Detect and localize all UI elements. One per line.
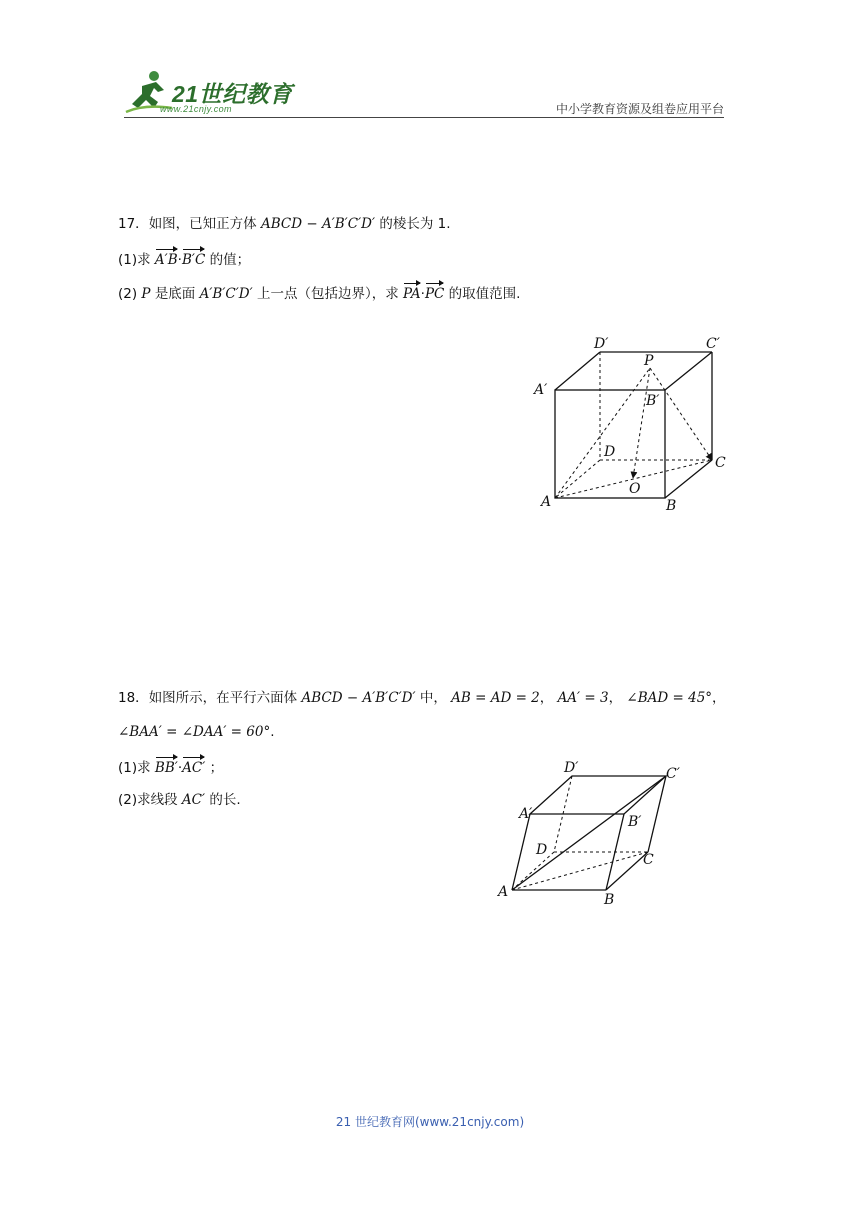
q17-p2-vector-b: PC [425, 282, 444, 304]
label-c: C [643, 852, 654, 868]
label-o: O [629, 481, 641, 497]
parallelepiped-figure [490, 758, 700, 908]
label-b: B [604, 892, 615, 908]
label-c: C [715, 455, 726, 471]
q18-cond-angle-bad: ∠BAD = 45° [626, 690, 713, 706]
q18-intro-text: 如图所示，在平行六面体 [148, 690, 298, 706]
q18-intro-mid: 中， [419, 690, 447, 706]
q17-p2-point: P [141, 286, 151, 302]
edge-a1-d1 [555, 352, 600, 390]
q18-sep3: ， [712, 690, 726, 706]
q18-cond-aa1: AA′ = 3 [557, 690, 609, 706]
q17-p2-label: (2) [118, 286, 138, 302]
q17-p1-label: (1)求 [118, 252, 151, 268]
q17-cube-name: ABCD − A′B′C′D′ [260, 216, 376, 232]
q18-p1-end: ； [209, 760, 224, 776]
q17-intro-end: 的棱长为 1. [379, 216, 451, 232]
q17-p2-end: 的取值范围. [448, 286, 521, 302]
q18-number: 18． [118, 690, 149, 706]
site-logo [124, 68, 294, 116]
q18-part1 [118, 756, 223, 778]
q18-p1-label: (1)求 [118, 760, 151, 776]
logo-title: 21世纪教育 [172, 81, 293, 107]
page-header [0, 0, 860, 125]
q18-p2-label: (2)求线段 [118, 792, 178, 808]
label-a1: A′ [519, 806, 533, 822]
q18-p1-dot: · [177, 760, 183, 776]
header-divider [124, 117, 724, 118]
q17-p1-vector-a: A′B [155, 248, 178, 270]
label-d1: D′ [564, 760, 579, 776]
q18-intro-line2 [118, 722, 275, 742]
label-p: P [644, 353, 654, 369]
label-b1: B′ [628, 814, 642, 830]
q18-p1-vector-b: AC′ [182, 756, 205, 778]
q18-cond4-end: . [270, 724, 275, 740]
segment-a-p [555, 368, 650, 498]
diagonal-a-c1 [512, 776, 666, 890]
vector-p-o [633, 368, 650, 478]
q18-p2-segment: AC′ [181, 792, 206, 808]
logo-url: www.21cnjy.com [160, 104, 232, 114]
edge-c-b [665, 460, 712, 498]
label-c1: C′ [706, 336, 720, 352]
q18-sep1: ， [539, 690, 554, 706]
label-d1: D′ [594, 336, 609, 352]
top-face [530, 776, 666, 814]
label-c1: C′ [666, 766, 680, 782]
page-footer: 21 世纪教育网(www.21cnjy.com) [335, 1115, 525, 1129]
vector-p-c [650, 368, 712, 460]
q17-intro [118, 214, 451, 234]
q18-sep2: ， [608, 690, 623, 706]
q17-part1 [118, 248, 250, 270]
q17-intro-text: 如图，已知正方体 [148, 216, 257, 232]
edge-d-a [512, 852, 554, 890]
edge-d-a [555, 460, 600, 498]
cube-figure [530, 330, 730, 520]
edge-c-b [606, 852, 648, 890]
q18-cond-angles-aa1: ∠BAA′ = ∠DAA′ = 60° [118, 724, 271, 740]
q18-part2 [118, 790, 241, 810]
q18-intro [118, 688, 726, 708]
q17-p2-vector-a: PA [403, 282, 421, 304]
label-d: D [536, 842, 548, 858]
q17-number: 17． [118, 216, 149, 232]
label-a: A [498, 884, 509, 900]
q17-p1-vector-b: B′C [182, 248, 205, 270]
q17-p2-dot: · [420, 286, 425, 302]
q17-p1-end: 的值； [209, 252, 251, 268]
edge-c1-b1 [665, 352, 712, 390]
q18-solid-name: ABCD − A′B′C′D′ [301, 690, 416, 706]
q17-p2-text2: 上一点（包括边界），求 [257, 286, 399, 302]
q17-p2-face: A′B′C′D′ [199, 286, 253, 302]
label-b: B [666, 498, 677, 514]
label-d: D [604, 444, 616, 460]
q18-p2-end: 的长. [209, 792, 241, 808]
q18-p1-vector-a: BB′ [155, 756, 178, 778]
q17-p2-text1: 是底面 [154, 286, 196, 302]
header-platform-text: 中小学教育资源及组卷应用平台 [555, 102, 724, 116]
label-b1: B′ [646, 393, 660, 409]
q17-p1-dot: · [177, 252, 182, 268]
q17-part2 [118, 282, 520, 304]
q18-cond-ab-ad: AB = AD = 2 [451, 690, 540, 706]
label-a1: A′ [534, 382, 548, 398]
label-a: A [541, 494, 552, 510]
